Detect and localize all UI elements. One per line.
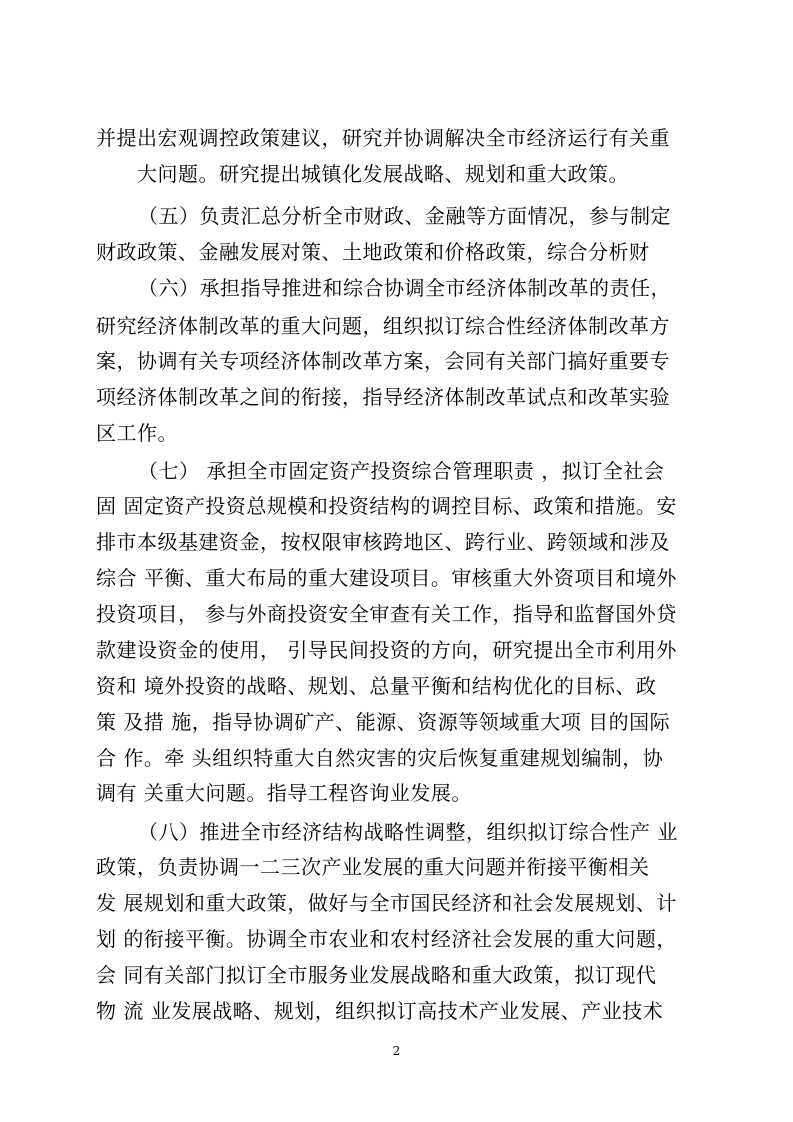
text-line: 物 流 业发展战略、规划，组织拟订高技术产业发展、产业技术 bbox=[96, 999, 664, 1023]
text-line: 政策，负责协调一二三次产业发展的重大问题并衔接平衡相关 bbox=[96, 855, 650, 879]
text-line: 发 展规划和重大政策，做好与全市国民经济和社会发展规划、计 bbox=[96, 891, 677, 915]
text-line: 会 同有关部门拟订全市服务业发展战略和重大政策，拟订现代 bbox=[96, 963, 657, 987]
text-line: （八）推进全市经济结构战略性调整，组织拟订综合性产 业 bbox=[138, 820, 678, 844]
text-line: 合 作。牵 头组织特重大自然灾害的灾后恢复重建规划编制，协 bbox=[96, 746, 664, 770]
text-line: 投资项目， 参与外商投资安全审查有关工作，指导和监督国外贷 bbox=[96, 602, 677, 626]
text-line: 固 固定资产投资总规模和投资结构的调控目标、政策和措施。安 bbox=[96, 494, 677, 518]
text-line: 排市本级基建资金，按权限审核跨地区、跨行业、跨领域和涉及 bbox=[96, 530, 670, 554]
text-line: （七） 承担全市固定资产投资综合管理职责 ，拟订全社会 bbox=[138, 459, 665, 483]
text-line: 资和 境外投资的战略、规划、总量平衡和结构优化的目标、政 bbox=[96, 674, 657, 698]
text-line: 研究经济体制改革的重大问题，组织拟订综合性经济体制改革方 bbox=[96, 314, 670, 338]
text-line: 款建设资金的使用， 引导民间投资的方向，研究提出全市利用外 bbox=[96, 638, 677, 662]
text-line: （五）负责汇总分析全市财政、金融等方面情况，参与制定 bbox=[138, 204, 671, 228]
text-line: 策 及措 施，指导协调矿产、能源、资源等领域重大项 目的国际 bbox=[96, 710, 671, 734]
text-line: （六）承担指导推进和综合协调全市经济体制改革的责任， bbox=[138, 276, 671, 300]
text-line: 并提出宏观调控政策建议，研究并协调解决全市经济运行有关重 bbox=[96, 126, 670, 150]
page-number: 2 bbox=[392, 1044, 401, 1058]
text-line: 区工作。 bbox=[96, 421, 178, 445]
text-line: 大问题。研究提出城镇化发展战略、规划和重大政策。 bbox=[137, 162, 629, 186]
text-line: 综合 平衡、重大布局的重大建设项目。审核重大外资项目和境外 bbox=[96, 566, 677, 590]
text-line: 财政政策、金融发展对策、土地政策和价格政策，综合分析财 bbox=[96, 240, 650, 264]
text-line: 案，协调有关专项经济体制改革方案，会同有关部门搞好重要专 bbox=[96, 349, 670, 373]
text-line: 调有 关重大问题。指导工程咨询业发展。 bbox=[96, 781, 472, 805]
text-line: 项经济体制改革之间的衔接，指导经济体制改革试点和改革实验 bbox=[96, 385, 670, 409]
text-line: 划 的衔接平衡。协调全市农业和农村经济社会发展的重大问题， bbox=[96, 927, 677, 951]
